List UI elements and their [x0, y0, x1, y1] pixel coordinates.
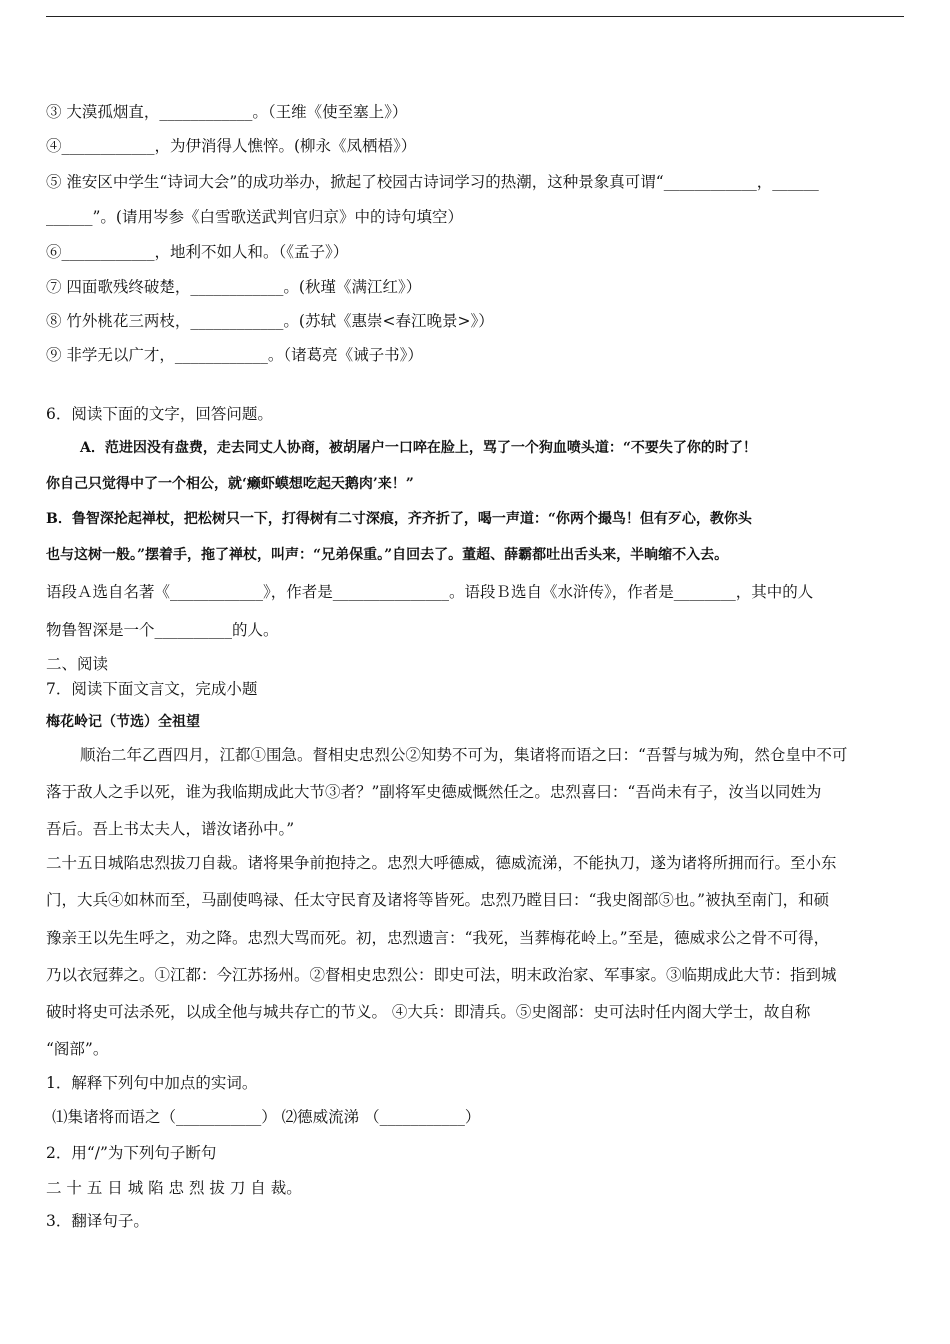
passage-line: 豫亲王以先生呼之，劝之降。忠烈大骂而死。初，忠烈遗言：“我死，当葬梅花岭上。”至是，德威求公之骨不可得，: [46, 929, 830, 947]
passage-line: 顺治二年乙酉四月，江都①围急。督相史忠烈公②知势不可为，集诸将而语之曰：“吾誓与城为殉，然仓皇中不可: [80, 746, 848, 764]
subquestion: 3．翻译句子。: [46, 1212, 149, 1230]
fill-blank-item: ④____________，为伊消得人憔悴。(柳永《凤栖梧》）: [46, 137, 417, 155]
passage-line: 你自己只觉得中了一个相公，就‘癞虾蟆想吃起天鹅肉’来！”: [46, 476, 414, 492]
sentence-to-punctuate: 二 十 五 日 城 陷 忠 烈 拔 刀 自 裁。: [46, 1179, 302, 1197]
question-line: 物鲁智深是一个__________的人。: [46, 621, 279, 639]
passage-line: 二十五日城陷忠烈拔刀自裁。诸将果争前抱持之。忠烈大呼德威，德威流涕，不能执刀，遂为诸将所拥而行。至小东: [46, 854, 837, 872]
text-title: 梅花岭记（节选）全祖望: [46, 714, 200, 730]
subquestion: 1．解释下列句中加点的实词。: [46, 1074, 258, 1092]
fill-blank-item: ⑥____________，地利不如人和。（《孟子》）: [46, 243, 349, 261]
fill-blank-item: ⑦ 四面歌残终破楚，____________。(秋瑾《满江红》）: [46, 278, 422, 296]
passage-line: “阁部”。: [46, 1040, 109, 1058]
fill-blank-item: ⑨ 非学无以广才，____________。（诸葛亮《诫子书》）: [46, 346, 423, 364]
passage-line: 也与这树一般。”摆着手，拖了禅杖，叫声：“兄弟保重。”自回去了。董超、薛霸都吐出舌头来，半晌缩不入去。: [46, 547, 729, 563]
fill-blank-item: ______”。(请用岑参《白雪歌送武判官归京》中的诗句填空）: [46, 208, 463, 226]
header-rule: [46, 16, 904, 17]
passage-line: 门，大兵④如林而至，马副使鸣禄、任太守民育及诸将等皆死。忠烈乃瞠目曰：“我史阁部⑤也。”被执至南门，和硕: [46, 891, 830, 909]
passage-line: 乃以衣冠葬之。①江都：今江苏扬州。②督相史忠烈公：即史可法，明末政治家、军事家。③临期成此大节：指到城: [46, 966, 837, 984]
question-title: 7．阅读下面文言文，完成小题: [46, 680, 258, 698]
passage-line: B．鲁智深抡起禅杖，把松树只一下，打得树有二寸深痕，齐齐折了，喝一声道：“你两个撮鸟！但有歹心，教你头: [46, 511, 752, 527]
question-title: 6．阅读下面的文字，回答问题。: [46, 405, 273, 423]
subquestion: 2．用“/”为下列句子断句: [46, 1144, 217, 1162]
fill-blank-item: ⑧ 竹外桃花三两枝，____________。(苏轼《惠崇<春江晚景>》）: [46, 312, 494, 330]
passage-line: A．范进因没有盘费，走去同丈人协商，被胡屠户一口啐在脸上，骂了一个狗血喷头道：“不要失了你的时了！: [80, 440, 757, 456]
fill-blank-item: ③ 大漠孤烟直，____________。（王维《使至塞上》）: [46, 103, 408, 121]
question-line: 语段Ａ选自名著《____________》，作者是_______________。语段Ｂ选自《水浒传》，作者是________，其中的人: [46, 583, 814, 601]
fill-blank-item: ⑤ 淮安区中学生“诗词大会”的成功举办，掀起了校园古诗词学习的热潮，这种景象真可谓“____________，______: [46, 173, 819, 191]
passage-line: 落于敌人之手以死，谁为我临期成此大节③者？”副将军史德威慨然任之。忠烈喜曰：“吾尚未有子，汝当以同姓为: [46, 783, 822, 801]
section-heading: 二、阅读: [46, 655, 109, 673]
subquestion-items: ⑴集诸将而语之（___________） ⑵德威流涕 （___________）: [52, 1108, 481, 1126]
passage-line: 破时将史可法杀死，以成全他与城共存亡的节义。 ④大兵：即清兵。⑤史阁部：史可法时任内阁大学士，故自称: [46, 1003, 811, 1021]
passage-line: 吾后。吾上书太夫人，谱汝诸孙中。”: [46, 820, 295, 838]
